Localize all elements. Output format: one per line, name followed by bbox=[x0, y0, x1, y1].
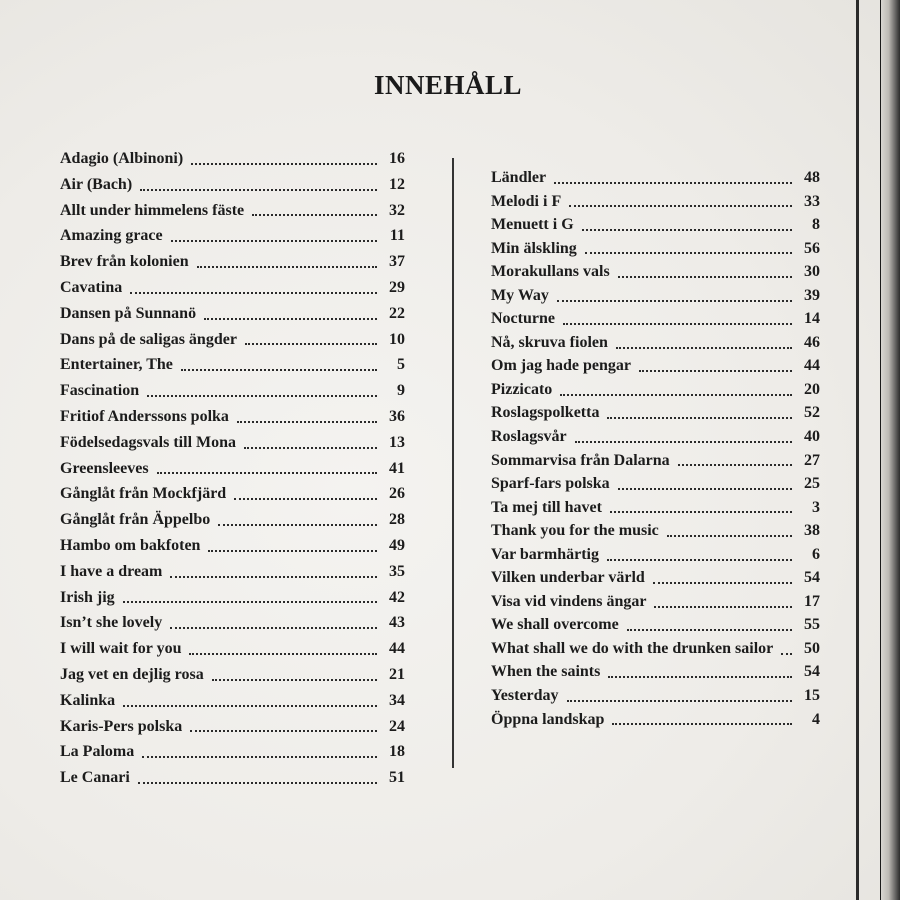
toc-entry-title: Isn’t she lovely bbox=[60, 614, 163, 632]
toc-entry-title: Brev från kolonien bbox=[60, 253, 189, 271]
toc-entry-page-number: 25 bbox=[804, 475, 820, 493]
toc-leader-dots bbox=[575, 441, 792, 443]
toc-leader-dots bbox=[130, 292, 377, 294]
toc-entry bbox=[491, 401, 820, 425]
toc-entry-title: Dansen på Sunnanö bbox=[60, 304, 197, 322]
toc-leader-dots bbox=[212, 679, 377, 681]
toc-entry-page-number: 40 bbox=[804, 428, 820, 446]
toc-entry bbox=[60, 765, 405, 791]
toc-leader-dots bbox=[585, 252, 792, 254]
toc-entry-title: Visa vid vindens ängar bbox=[491, 592, 647, 610]
toc-entry-title: Jag vet en dejlig rosa bbox=[60, 665, 204, 683]
toc-entry-title: Nå, skruva fiolen bbox=[491, 333, 608, 351]
toc-right-column bbox=[491, 166, 820, 731]
toc-leader-dots bbox=[616, 347, 792, 349]
toc-entry-page-number: 32 bbox=[389, 201, 405, 219]
toc-entry-title: Adagio (Albinoni) bbox=[60, 150, 184, 167]
toc-entry bbox=[60, 275, 405, 301]
toc-entry-page-number: 8 bbox=[812, 216, 820, 234]
toc-entry bbox=[491, 519, 820, 543]
toc-left-column bbox=[60, 146, 405, 791]
toc-leader-dots bbox=[181, 369, 377, 371]
toc-entry-page-number: 17 bbox=[804, 592, 820, 610]
toc-entry-page-number: 41 bbox=[389, 459, 405, 477]
toc-entry-title: We shall overcome bbox=[491, 616, 619, 634]
toc-leader-dots bbox=[234, 498, 377, 500]
toc-entry bbox=[491, 496, 820, 520]
toc-entry-title: Öppna landskap bbox=[491, 710, 605, 728]
toc-entry-title: Gånglåt från Äppelbo bbox=[60, 511, 211, 529]
toc-entry-page-number: 39 bbox=[804, 286, 820, 304]
toc-entry bbox=[491, 708, 820, 732]
toc-leader-dots bbox=[170, 576, 377, 578]
toc-entry-title: Amazing grace bbox=[60, 227, 163, 245]
toc-entry bbox=[491, 449, 820, 473]
toc-entry bbox=[491, 684, 820, 708]
toc-entry-title: Morakullans vals bbox=[491, 263, 610, 281]
toc-entry-title: Melodi i F bbox=[491, 192, 562, 210]
toc-leader-dots bbox=[208, 550, 377, 552]
toc-leader-dots bbox=[244, 447, 377, 449]
toc-leader-dots bbox=[667, 535, 792, 537]
toc-leader-dots bbox=[607, 417, 792, 419]
toc-entry bbox=[60, 198, 405, 224]
toc-entry-page-number: 29 bbox=[389, 278, 405, 296]
toc-entry bbox=[491, 166, 820, 190]
toc-entry-page-number: 3 bbox=[812, 498, 820, 516]
toc-leader-dots bbox=[237, 421, 377, 423]
toc-entry-page-number: 21 bbox=[389, 665, 405, 683]
toc-leader-dots bbox=[610, 511, 792, 513]
toc-entry-page-number: 36 bbox=[389, 407, 405, 425]
toc-entry bbox=[60, 714, 405, 740]
toc-entry bbox=[60, 223, 405, 249]
toc-leader-dots bbox=[560, 394, 792, 396]
toc-entry-page-number: 14 bbox=[804, 310, 820, 328]
toc-entry-page-number: 42 bbox=[389, 588, 405, 606]
toc-entry bbox=[491, 613, 820, 637]
toc-leader-dots bbox=[147, 395, 377, 397]
toc-entry bbox=[60, 146, 405, 172]
toc-entry-page-number: 56 bbox=[804, 239, 820, 257]
toc-entry bbox=[60, 507, 405, 533]
toc-entry-title: Air (Bach) bbox=[60, 175, 133, 193]
toc-leader-dots bbox=[567, 700, 792, 702]
toc-entry-page-number: 27 bbox=[804, 451, 820, 469]
toc-entry-title: Om jag hade pengar bbox=[491, 357, 631, 375]
toc-entry-title: Irish jig bbox=[60, 588, 115, 606]
toc-entry-title: I will wait for you bbox=[60, 640, 182, 658]
toc-entry-page-number: 24 bbox=[389, 717, 405, 735]
toc-entry-title: Menuett i G bbox=[491, 216, 574, 234]
column-divider bbox=[452, 158, 454, 768]
toc-leader-dots bbox=[191, 163, 377, 165]
toc-entry-title: Le Canari bbox=[60, 769, 130, 787]
toc-entry bbox=[491, 237, 820, 261]
toc-entry bbox=[491, 590, 820, 614]
toc-entry bbox=[60, 456, 405, 482]
toc-entry-title: My Way bbox=[491, 286, 549, 304]
toc-leader-dots bbox=[654, 606, 792, 608]
toc-entry-title: La Paloma bbox=[60, 743, 135, 761]
page-edge-line bbox=[856, 0, 859, 900]
toc-entry bbox=[60, 739, 405, 765]
toc-entry bbox=[60, 559, 405, 585]
toc-entry-page-number: 4 bbox=[812, 710, 820, 728]
toc-leader-dots bbox=[569, 205, 792, 207]
toc-entry bbox=[491, 331, 820, 355]
toc-entry-page-number: 9 bbox=[397, 382, 405, 400]
toc-entry-title: Min älskling bbox=[491, 239, 577, 257]
toc-entry bbox=[60, 610, 405, 636]
toc-entry bbox=[491, 637, 820, 661]
toc-leader-dots bbox=[138, 782, 377, 784]
toc-entry bbox=[491, 472, 820, 496]
toc-entry bbox=[60, 662, 405, 688]
toc-entry-title: Roslagspolketta bbox=[491, 404, 600, 422]
toc-leader-dots bbox=[157, 472, 377, 474]
toc-leader-dots bbox=[197, 266, 377, 268]
toc-entry-title: Thank you for the music bbox=[491, 522, 659, 540]
toc-entry bbox=[491, 660, 820, 684]
toc-entry-title: Ta mej till havet bbox=[491, 498, 602, 516]
toc-leader-dots bbox=[140, 189, 377, 191]
toc-leader-dots bbox=[563, 323, 792, 325]
toc-entry-page-number: 46 bbox=[804, 333, 820, 351]
toc-entry bbox=[491, 190, 820, 214]
toc-entry-page-number: 48 bbox=[804, 169, 820, 186]
toc-entry bbox=[491, 307, 820, 331]
toc-leader-dots bbox=[678, 464, 792, 466]
toc-entry bbox=[60, 301, 405, 327]
toc-entry-title: Sparf-fars polska bbox=[491, 475, 610, 493]
toc-entry-page-number: 33 bbox=[804, 192, 820, 210]
toc-entry-page-number: 51 bbox=[389, 769, 405, 787]
toc-entry-title: Greensleeves bbox=[60, 459, 149, 477]
toc-entry-title: What shall we do with the drunken sailor bbox=[491, 639, 774, 657]
toc-entry-page-number: 55 bbox=[804, 616, 820, 634]
toc-entry-page-number: 5 bbox=[397, 356, 405, 374]
toc-entry bbox=[491, 260, 820, 284]
toc-entry-page-number: 16 bbox=[389, 150, 405, 167]
toc-entry-title: When the saints bbox=[491, 663, 601, 681]
toc-entry-page-number: 50 bbox=[804, 639, 820, 657]
toc-entry-title: Kalinka bbox=[60, 691, 116, 709]
toc-entry-title: Dans på de saligas ängder bbox=[60, 330, 237, 348]
toc-entry-title: Var barmhärtig bbox=[491, 545, 599, 563]
toc-leader-dots bbox=[554, 182, 792, 184]
toc-leader-dots bbox=[653, 582, 792, 584]
toc-entry bbox=[491, 566, 820, 590]
toc-leader-dots bbox=[204, 318, 377, 320]
toc-leader-dots bbox=[170, 627, 377, 629]
toc-entry bbox=[491, 543, 820, 567]
toc-entry bbox=[60, 481, 405, 507]
toc-entry bbox=[60, 327, 405, 353]
toc-entry-page-number: 44 bbox=[389, 640, 405, 658]
toc-entry bbox=[491, 354, 820, 378]
toc-entry-page-number: 10 bbox=[389, 330, 405, 348]
toc-leader-dots bbox=[142, 756, 377, 758]
toc-leader-dots bbox=[618, 488, 792, 490]
toc-entry-title: I have a dream bbox=[60, 562, 163, 580]
toc-entry-page-number: 13 bbox=[389, 433, 405, 451]
toc-entry-page-number: 22 bbox=[389, 304, 405, 322]
toc-entry-page-number: 20 bbox=[804, 380, 820, 398]
toc-entry-title: Gånglåt från Mockfjärd bbox=[60, 485, 227, 503]
toc-entry-title: Entertainer, The bbox=[60, 356, 173, 374]
toc-entry-page-number: 35 bbox=[389, 562, 405, 580]
toc-entry-page-number: 6 bbox=[812, 545, 820, 563]
toc-leader-dots bbox=[123, 601, 377, 603]
toc-leader-dots bbox=[123, 705, 377, 707]
toc-leader-dots bbox=[245, 343, 377, 345]
toc-entry-page-number: 43 bbox=[389, 614, 405, 632]
toc-entry-title: Roslagsvår bbox=[491, 428, 567, 446]
toc-entry-title: Hambo om bakfoten bbox=[60, 536, 201, 554]
toc-entry-title: Sommarvisa från Dalarna bbox=[491, 451, 670, 469]
toc-leader-dots bbox=[582, 229, 792, 231]
toc-leader-dots bbox=[218, 524, 377, 526]
toc-entry bbox=[60, 688, 405, 714]
toc-entry-title: Vilken underbar värld bbox=[491, 569, 645, 587]
toc-entry-page-number: 28 bbox=[389, 511, 405, 529]
toc-leader-dots bbox=[608, 676, 792, 678]
toc-entry-title: Karis-Pers polska bbox=[60, 717, 183, 735]
toc-entry-title: Nocturne bbox=[491, 310, 555, 328]
toc-entry-page-number: 54 bbox=[804, 663, 820, 681]
toc-entry-page-number: 12 bbox=[389, 175, 405, 193]
toc-leader-dots bbox=[171, 240, 377, 242]
toc-leader-dots bbox=[557, 300, 792, 302]
toc-entry bbox=[60, 352, 405, 378]
toc-entry bbox=[60, 378, 405, 404]
toc-leader-dots bbox=[189, 653, 377, 655]
toc-leader-dots bbox=[612, 723, 792, 725]
toc-entry-title: Fritiof Anderssons polka bbox=[60, 407, 229, 425]
toc-entry bbox=[491, 378, 820, 402]
toc-entry-page-number: 26 bbox=[389, 485, 405, 503]
toc-entry-title: Fascination bbox=[60, 382, 140, 400]
toc-entry-title: Pizzicato bbox=[491, 380, 553, 398]
toc-leader-dots bbox=[190, 730, 377, 732]
toc-entry-title: Cavatina bbox=[60, 278, 123, 296]
toc-entry-page-number: 49 bbox=[389, 536, 405, 554]
toc-entry-page-number: 15 bbox=[804, 687, 820, 705]
toc-leader-dots bbox=[781, 653, 792, 655]
toc-leader-dots bbox=[252, 214, 377, 216]
toc-entry-title: Allt under himmelens fäste bbox=[60, 201, 245, 219]
toc-entry-title: Yesterday bbox=[491, 687, 559, 705]
toc-entry-page-number: 38 bbox=[804, 522, 820, 540]
toc-entry bbox=[60, 404, 405, 430]
toc-entry bbox=[491, 213, 820, 237]
toc-entry bbox=[60, 585, 405, 611]
toc-entry bbox=[60, 249, 405, 275]
toc-entry-page-number: 37 bbox=[389, 253, 405, 271]
toc-entry-page-number: 30 bbox=[804, 263, 820, 281]
toc-entry bbox=[60, 636, 405, 662]
toc-entry-page-number: 54 bbox=[804, 569, 820, 587]
toc-entry bbox=[60, 533, 405, 559]
toc-entry bbox=[491, 425, 820, 449]
toc-entry-page-number: 34 bbox=[389, 691, 405, 709]
toc-entry-page-number: 52 bbox=[804, 404, 820, 422]
book-spine-edge bbox=[881, 0, 900, 900]
toc-leader-dots bbox=[639, 370, 792, 372]
toc-entry-title: Födelsedagsvals till Mona bbox=[60, 433, 237, 451]
toc-entry bbox=[491, 284, 820, 308]
toc-entry-page-number: 18 bbox=[389, 743, 405, 761]
page-title: INNEHÅLL bbox=[373, 70, 523, 100]
toc-entry bbox=[60, 430, 405, 456]
toc-entry-page-number: 11 bbox=[389, 227, 405, 245]
toc-leader-dots bbox=[618, 276, 792, 278]
toc-entry-title: Ländler bbox=[491, 169, 547, 186]
toc-entry bbox=[60, 172, 405, 198]
toc-leader-dots bbox=[627, 629, 792, 631]
toc-entry-page-number: 44 bbox=[804, 357, 820, 375]
toc-leader-dots bbox=[607, 559, 792, 561]
